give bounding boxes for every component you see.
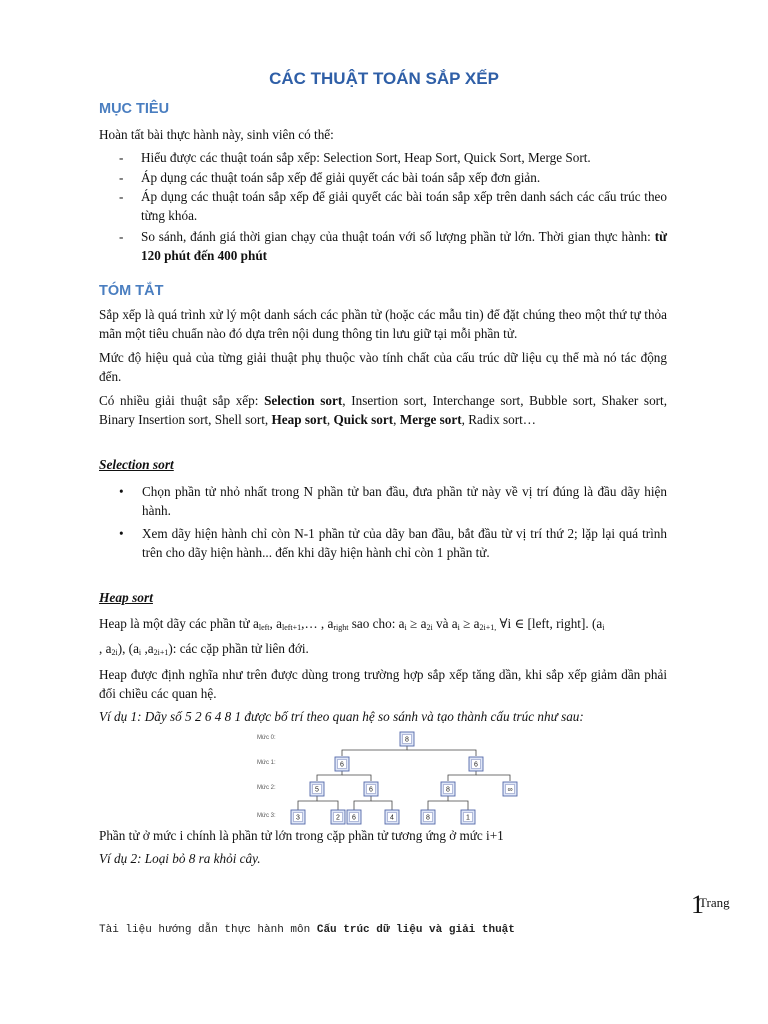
muc-tieu-intro: Hoàn tất bài thực hành này, sinh viên có thể: <box>99 127 334 142</box>
tree-node <box>441 782 455 796</box>
page-title: CÁC THUẬT TOÁN SẮP XẾP <box>269 69 499 88</box>
tree-node-label: 6 <box>369 786 373 794</box>
tree-node-label: 1 <box>466 814 470 822</box>
level-label: Mức 2: <box>257 785 276 791</box>
level-label: Mức 1: <box>257 760 276 766</box>
tree-node <box>364 782 378 796</box>
tom-tat-paragraph-1: Sắp xếp là quá trình xử lý một danh sách các phần tử (hoặc các mẫu tin) để đặt chúng theo một thứ tự thỏa mãn một tiêu chuẩn nào đó dựa trên nội dung thông tin lưu giữ tại mỗi phần tử. <box>99 307 667 341</box>
heap-after-figure: Phần tử ở mức i chính là phần tử lớn trong cặp phần tử tương ứng ở mức i+1 <box>99 828 504 843</box>
tree-node <box>331 810 345 824</box>
page-label: Trang <box>699 895 730 910</box>
bullet-marker: • <box>119 484 124 499</box>
tree-node-label: 2 <box>336 814 340 822</box>
dash-marker: - <box>119 229 124 244</box>
heap-example-1: Ví dụ 1: Dãy số 5 2 6 4 8 1 được bố trí theo quan hệ so sánh và tạo thành cấu trúc như sau: <box>99 709 584 724</box>
heap-paragraph-2: Heap được định nghĩa như trên được dùng trong trường hợp sắp xếp tăng dần, khi sắp xếp giảm dần phải đối chiều các quan hệ. <box>99 667 667 701</box>
page-footer: Tài liệu hướng dẫn thực hành môn Cấu trúc dữ liệu và giải thuật <box>99 924 515 936</box>
dash-marker: - <box>119 189 124 204</box>
tree-node-label: 3 <box>296 814 300 822</box>
heap-example-2: Ví dụ 2: Loại bỏ 8 ra khỏi cây. <box>99 851 261 866</box>
tree-node-label: 6 <box>352 814 356 822</box>
tree-node-label: 4 <box>390 814 394 822</box>
section-heading-tom-tat: TÓM TẮT <box>99 283 164 299</box>
tree-node <box>347 810 361 824</box>
level-label: Mức 0: <box>257 735 276 741</box>
tom-tat-paragraph-2: Mức độ hiệu quả của từng giải thuật phụ thuộc vào tính chất của cấu trúc dữ liệu cụ thể mà nó tác động đến. <box>99 350 667 384</box>
tree-node-label: 5 <box>315 786 319 794</box>
tree-node-label: ∞ <box>507 786 513 794</box>
tree-node-label: 8 <box>405 736 409 744</box>
tree-node <box>421 810 435 824</box>
dash-marker: - <box>119 170 124 185</box>
tree-node <box>291 810 305 824</box>
section-heading-muc-tieu: MỤC TIÊU <box>99 101 170 117</box>
heap-tree-svg <box>252 726 522 826</box>
tree-node <box>400 732 414 746</box>
level-label: Mức 3: <box>257 813 276 819</box>
document-page: CÁC THUẬT TOÁN SẮP XẾP MỤC TIÊU Hoàn tất bài thực hành này, sinh viên có thể: - Hiểu được các thuật toán sắp xếp: Selection Sort, Heap Sort, Quick Sort, Merge Sort. - Áp dụng các thuật toán sắp xếp để giải quyết các bài toán sắp xếp đơn giản. - Áp dụng các thuật toán sắp xếp để giải quyết các bài toán sắp xếp trên danh sách các cấu trúc theo từng khóa. - So sánh, đánh giá thời gian chạy của thuật toán với số lượng phần tử lớn. Thời gian thực hành: từ 120 phút đến 400 phút TÓM TẮT Sắp xếp là quá trình xử lý một danh sách các phần tử (hoặc các mẫu tin) để đặt chúng theo một thứ tự thỏa mãn một tiêu chuẩn nào đó dựa trên nội dung thông tin lưu giữ tại mỗi phần tử. Mức độ hiệu quả của từng giải thuật phụ thuộc vào tính chất của cấu trúc dữ liệu cụ thể mà nó tác động đến. Có nhiều giải thuật sắp xếp: Selection sort, Insertion sort, Interchange sort, Bubble sort, Shaker sort, Binary Insertion sort, Shell sort, Heap sort, Quick sort, Merge sort, Radix sort… Selection sort • Chọn phần tử nhỏ nhất trong N phần tử ban đầu, đưa phần tử này về vị trí đúng là đầu dãy hiện hành. • Xem dãy hiện hành chỉ còn N-1 phần tử của dãy ban đầu, bắt đầu từ vị trí thứ 2; lặp lại quá trình trên cho dãy hiện hành... đến khi dãy hiện hành chỉ còn 1 phần tử. Heap sort Heap là một dãy các phần tử $a_{left}$, $a_{left+1},\dots$ , $a_{right}$ sao cho: $a_i \ge a_{2i}$ và $a_i \ge a_{2i+1,}$ ∀i ∈ [left, right]. ($a_i$ , $a_{2i}$), ($a_i$ $,a_{2i+1}$): các cặp phần tử liên đới. Heap được định nghĩa như trên được dùng trong trường hợp sắp xếp tăng dần, khi sắp xếp giảm dần phải đối chiều các quan hệ. Ví dụ 1: Dãy số 5 2 6 4 8 1 được bố trí theo quan hệ so sánh và tạo thành cấu trúc như sau: Mức 0: Mức 1: Mức 2: Mức 3: 8 6 6 5 6 8 ∞ 3 2 6 4 8 1 Phần tử ở mức i chính là phần tử lớn trong cặp phần tử tương ứng ở mức i+1 Ví dụ 2: Loại bỏ 8 ra khỏi cây. 1 Trang Tài liệu hướng dẫn thực hành môn Cấu trúc dữ liệu và giải thuật <box>0 0 768 1024</box>
tom-tat-paragraph-3: Có nhiều giải thuật sắp xếp: Selection sort, Insertion sort, Interchange sort, Bubble sort, Shaker sort, Binary Insertion sort, Shell sort, Heap sort, Quick sort, Merge sort, Radix sort… <box>99 393 668 427</box>
tree-node <box>503 782 517 796</box>
tree-node <box>310 782 324 796</box>
bullet-marker: • <box>119 526 124 541</box>
tree-node <box>469 757 483 771</box>
tree-node <box>335 757 349 771</box>
heap-definition: Heap là một dãy các phần tử $a_{left}$, $a_{left+1},\dots$ , $a_{right}$ sao cho: $a_i \ge a_{2i}$ và $a_i \ge a_{2i+1,}$ ∀i ∈ [left, right]. ($a_i$ <box>99 616 605 632</box>
heading-heap-sort: Heap sort <box>99 590 153 605</box>
heap-definition-line-2: , $a_{2i}$), ($a_i$ $,a_{2i+1}$): các cặp phần tử liên đới. <box>99 641 309 657</box>
tree-node <box>385 810 399 824</box>
practice-time: từ 120 phút đến 400 phút <box>141 229 667 263</box>
tree-node-label: 6 <box>340 761 344 769</box>
tree-node <box>461 810 475 824</box>
tree-node-label: 8 <box>426 814 430 822</box>
dash-marker: - <box>119 150 124 165</box>
tree-node-label: 8 <box>446 786 450 794</box>
heap-tree-figure <box>252 726 522 826</box>
page-number: 1 <box>691 890 704 919</box>
tree-node-label: 6 <box>474 761 478 769</box>
heading-selection-sort: Selection sort <box>99 457 174 472</box>
